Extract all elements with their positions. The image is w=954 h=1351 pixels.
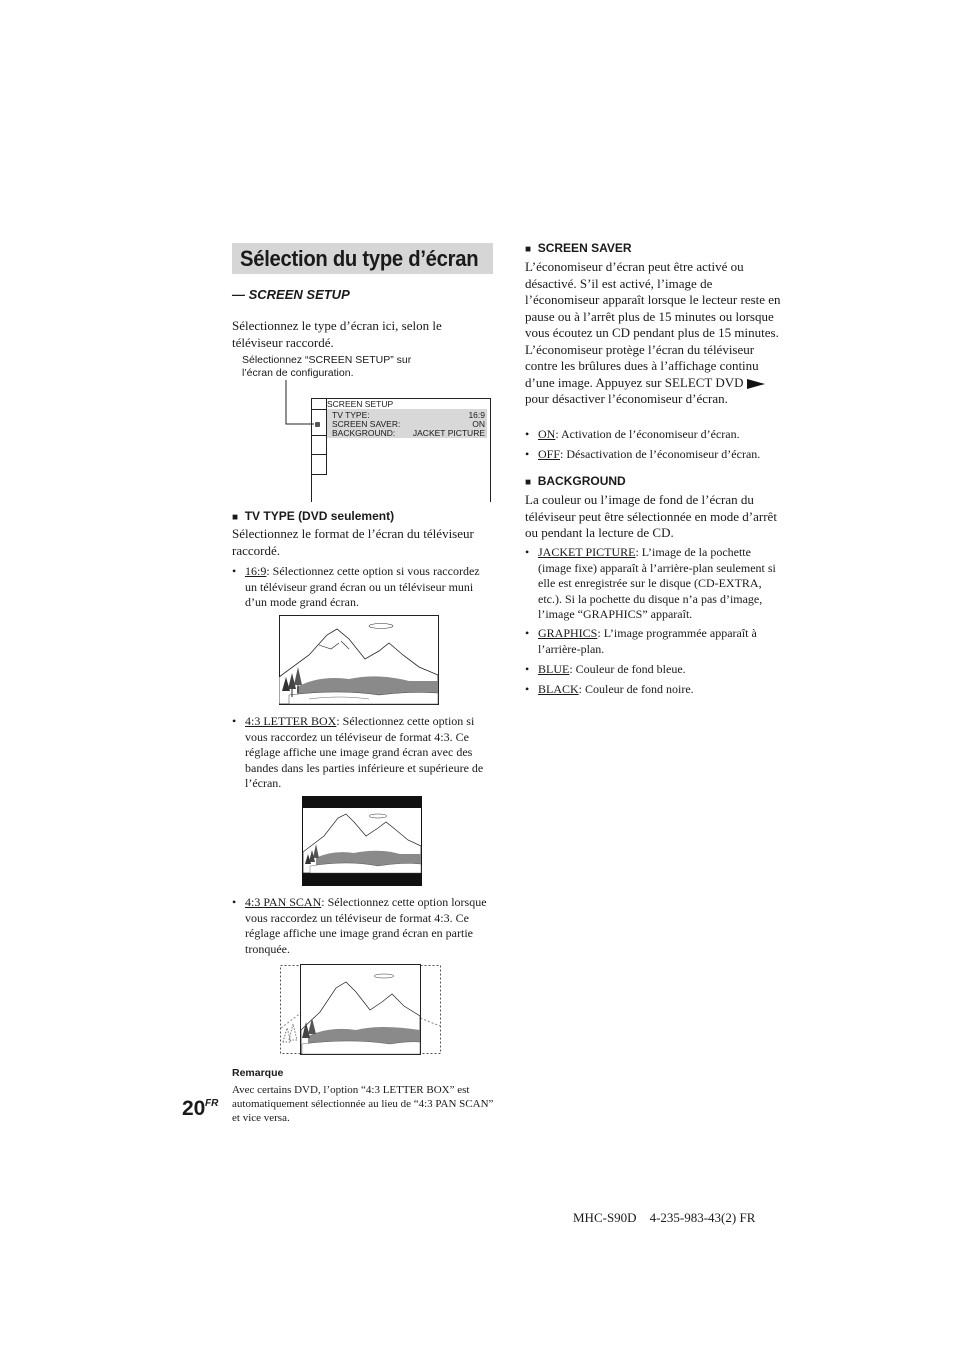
callout-line-1: Sélectionnez “SCREEN SETUP” sur [242,354,412,366]
list-item-blue: • BLUE: Couleur de fond bleue. [525,662,686,676]
list-item-letter-box: • 4:3 LETTER BOX: Sélectionnez cette option si vous raccordez un téléviseur de format 4:3. Ce réglage affiche une image grand écran avec des bandes dans les parties inférieure et supérieure de l’écran. [232,714,484,790]
list-item-on: • ON: Activation de l’économiseur d’écran. [525,427,740,441]
menu-row-value: 16:9 [468,410,485,420]
menu-title: SCREEN SETUP [327,399,394,409]
page-language: FR [205,1098,219,1109]
callout-line-2: l’écran de configuration. [242,367,354,379]
list-item-jacket-picture: • JACKET PICTURE: L’image de la pochette (image fixe) apparaît à l’arrière-plan seulement si elle est enregistrée sur le disque (CD-EXTRA, etc.). Si la pochette du disque n’a pas d’image, l’image “GRAPHICS” apparaît. [525,545,776,621]
note-label: Remarque [232,1067,284,1079]
screen-saver-text: L’économiseur d’écran peut être activé ou désactivé. S’il est activé, l’image de l’économiseur apparaît lorsque le lecteur reste en pause ou à l’arrêt plus de 15 minutes ou lorsque vous écoutez un CD pendant plus de 15 minutes. L’économiseur protège l’écran du téléviseur contre les brûlures dues à l’affichage continu d’une image. Appuyez sur SELECT DVD pour désactiver l’économiseur d’écran. [525,259,781,406]
list-item-graphics: • GRAPHICS: L’image programmée apparaît à l’arrière-plan. [525,626,757,656]
background-intro: La couleur ou l’image de fond de l’écran du téléviseur peut être sélectionnée en mode d’arrêt ou pendant la lecture de CD. [525,492,777,540]
tv-type-heading: ■ TV TYPE (DVD seulement) [232,509,395,523]
menu-row-label: SCREEN SAVER: [332,419,401,429]
menu-row-label: BACKGROUND: [332,428,396,438]
callout-text [242,354,462,380]
screen-saver-heading: ■ SCREEN SAVER [525,241,632,255]
page-number: 20 [182,1097,206,1120]
menu-row-value: ON [472,419,485,429]
play-icon [747,379,765,389]
footer-model-code: MHC-S90D 4-235-983-43(2) FR [573,1210,756,1225]
menu-row-value: JACKET PICTURE [412,428,485,438]
page-title: Sélection du type d’écran [240,246,479,271]
image-pan-scan [280,964,441,1055]
menu-selected-icon [315,422,320,427]
note-text: Avec certains DVD, l’option “4:3 LETTER BOX” est automatiquement sélectionnée au lieu de “4:3 PAN SCAN” et vice versa. [232,1084,494,1124]
page-subtitle: — SCREEN SETUP [232,287,350,302]
tv-type-intro: Sélectionnez le format de l’écran du téléviseur raccordé. [232,526,474,558]
list-item-16-9: • 16:9: Sélectionnez cette option si vous raccordez un téléviseur grand écran ou un téléviseur muni d’un mode grand écran. [232,564,480,609]
list-item-pan-scan: • 4:3 PAN SCAN: Sélectionnez cette option lorsque vous raccordez un téléviseur de format 4:3. Ce réglage affiche une image grand écran en partie tronquée. [232,895,487,956]
background-heading: ■ BACKGROUND [525,474,626,488]
menu-icon-cell [312,455,327,475]
menu-icon-cell [312,436,327,455]
list-item-black: • BLACK: Couleur de fond noire. [525,682,694,696]
image-16-9-landscape [279,615,439,705]
intro-text: Sélectionnez le type d’écran ici, selon le téléviseur raccordé. [232,318,442,350]
image-letter-box [302,796,422,886]
list-item-off: • OFF: Désactivation de l’économiseur d’écran. [525,447,761,461]
menu-row-label: TV TYPE: [332,410,370,420]
